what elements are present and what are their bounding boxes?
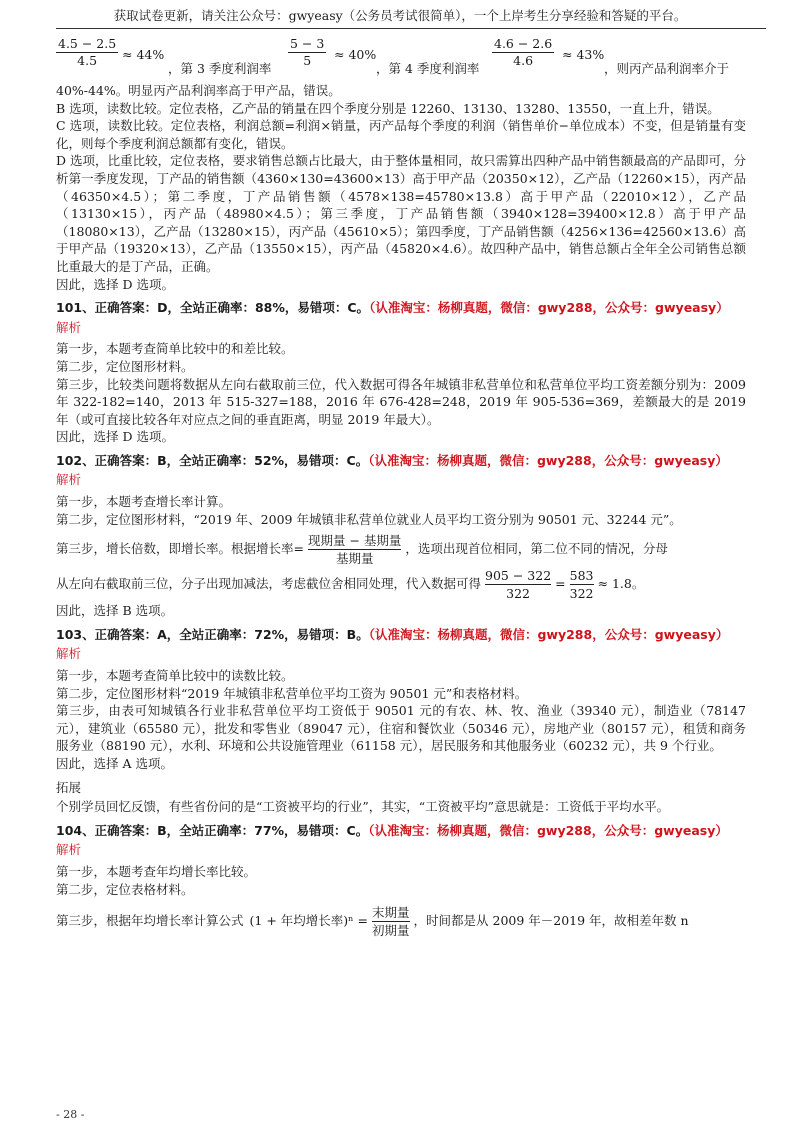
step-2: 第二步，定位表格材料。 — [56, 881, 194, 897]
step-1: 第一步，本题考查增长率计算。 — [56, 494, 232, 510]
step-1: 第一步，本题考查简单比较中的和差比较。 — [56, 341, 294, 357]
profit-conclusion: 40%-44%。明显丙产品利润率高于甲产品，错误。 — [56, 83, 341, 98]
option-b-analysis: B 选项，读数比较。定位表格，乙产品的销量在四个季度分别是 12260、13130、13280、13550，一直上升，错误。 — [56, 100, 720, 116]
question-101-header: 101、正确答案：D，全站正确率：88%，易错项：C。（认准淘宝：杨柳真题，微信：gwy288，公众号：gwyeasy） — [56, 300, 729, 316]
growth-rate-formula: $\frac{\text{现期量 − 基期量}}{\text{基期量}}$ — [307, 533, 402, 567]
analysis-label: 解析 — [56, 842, 82, 858]
answer-conclusion: 因此，选择 D 选项。 — [56, 276, 174, 292]
fraction-q4: $\frac{4.6 - 2.6}{4.6}$ — [494, 36, 553, 68]
ad-text: （认准淘宝：杨柳真题，微信：gwy288，公众号：gwyeasy） — [368, 626, 729, 642]
question-102-header: 102、正确答案：B，全站正确率：52%，易错项：C。（认准淘宝：杨柳真题，微信：gwy288，公众号：gwyeasy） — [56, 452, 728, 468]
step-1: 第一步，本题考查简单比较中的读数比较。 — [56, 668, 294, 684]
fraction-q2: $\frac{4.5 - 2.5}{4.5}$ — [58, 36, 117, 68]
step-3-formula: 第三步，增长倍数，即增长率。根据增长率= $\frac{\text{现期量 − 基期量}}{\text{基期量}}$ ，选项出现首位相同，第二位不同的情况，分母 — [56, 533, 668, 567]
answer-conclusion: 因此，选择 B 选项。 — [56, 603, 174, 619]
step-3: 第三步，由表可知城镇各行业非私营单位平均工资低于 90501 元的有农、林、牧、渔业（39340 元），制造业（78147 元），建筑业（65580 元），批发和零售业（89047 元），住宿和餐饮业（50346 元），房地产业（80157 元），租赁和商务服务业（88190 元），水利、环境和公共设施管理业（61158 元），居民服务和其他服务业（60232 元），共 9 个行业。 — [56, 703, 746, 754]
extension-label: 拓展 — [56, 779, 82, 795]
ad-text: （认准淘宝：杨柳真题，微信：gwy288，公众号：gwyeasy） — [369, 300, 729, 316]
analysis-label: 解析 — [56, 319, 82, 335]
fraction-calc-b: $\frac{583}{322}$ — [569, 568, 594, 602]
step-2: 第二步，定位图形材料。 — [56, 358, 194, 374]
main-content — [56, 30, 746, 939]
step-2: 第二步，定位图形材料，“2019 年、2009 年城镇非私营单位就业人员平均工资分别为 90501 元、32244 元”。 — [56, 511, 682, 527]
page-header: 获取试卷更新，请关注公众号：gwyeasy（公务员考试很简单），一个上岸考生分享经验和答疑的平台。 — [113, 8, 687, 23]
option-d-analysis: D 选项，比重比较，定位表格，要求销售总额占比最大，由于整体量相同，故只需算出四种产品中销售额最高的产品即可，分析第一季度发现，丁产品的销售额（4360×130=43600×13）高于甲产品（20350×12），乙产品（12260×15），丙产品（46350×4.5）；第二季度，丁产品销售额（4578×138=45780×13.8）高于甲产品（22010×12），乙产品（13130×15），丙产品（48980×4.5）；第三季度，丁产品销售额（3940×128=39400×12.8）高于甲产品（18080×13），乙产品（13280×15），丙产品（45610×5）；第四季度，丁产品销售额（4256×136=42560×13.6）高于甲产品（19320×13），乙产品（13550×15），丙产品（45820×4.6）。故四种产品中，销售总额占全年全公司销售总额比重最大的是丁产品，正确。 — [56, 153, 746, 274]
step-2: 第二步，定位图形材料“2019 年城镇非私营单位平均工资为 90501 元”和表格材料。 — [56, 685, 528, 701]
step-3: 第三步，比较类问题将数据从左向右截取前三位，代入数据可得各年城镇非私营单位和私营单位平均工资差额分别为：2009 年 322-182=140，2013 年 515-327=188，2016 年 676-428=248，2019 年 905-536=369，差额最大的是 2019 年（或可直接比较各年对应点之间的垂直距离，明显 2019 年最大）。 — [56, 376, 746, 427]
question-103-header: 103、正确答案：A，全站正确率：72%，易错项：B。（认准淘宝：杨柳真题，微信：gwy288，公众号：gwyeasy） — [56, 626, 729, 642]
step-3-calc: 从左向右截取前三位，分子出现加减法，考虑截位舍相同处理，代入数据可得 $\frac{905 - 322}{322}$ = $\frac{583}{322}$ ≈ 1.8。 — [56, 568, 645, 602]
ad-text: （认准淘宝：杨柳真题，微信：gwy288，公众号：gwyeasy） — [368, 452, 728, 468]
option-c-analysis: C 选项，读数比较。定位表格，利润总额=利润×销量，丙产品每个季度的利润（销售单价−单位成本）不变，但是销量有变化，则每个季度利润总额都有变化，错误。 — [56, 118, 746, 151]
header-divider — [56, 28, 766, 29]
question-104-header: 104、正确答案：B，全站正确率：77%，易错项：C。（认准淘宝：杨柳真题，微信：gwy288，公众号：gwyeasy） — [56, 822, 728, 838]
fraction-calc-a: $\frac{905 - 322}{322}$ — [485, 568, 552, 602]
annual-growth-formula: $\frac{\text{末期量}}{\text{初期量}}$ — [372, 905, 410, 939]
answer-conclusion: 因此，选择 A 选项。 — [56, 756, 173, 771]
profit-rate-fractions: $\frac{4.5 - 2.5}{4.5}$ ≈ 44% ，第 3 季度利润率 $\frac{5 - 3}{5}$ ≈ 40% ，第 4 季度利润率 $\frac{4.6 - 2.6}{4.6}$ ≈ 43% ，则丙产品利润率介于 — [58, 36, 730, 76]
answer-conclusion: 因此，选择 D 选项。 — [56, 429, 174, 445]
fraction-q3: $\frac{5 - 3}{5}$ — [290, 36, 325, 68]
analysis-label: 解析 — [56, 472, 82, 488]
ad-text: （认准淘宝：杨柳真题，微信：gwy288，公众号：gwyeasy） — [368, 822, 728, 838]
extension-text: 个别学员回忆反馈，有些省份问的是“工资被平均的行业”，其实，“工资被平均”意思就是：工资低于平均水平。 — [56, 799, 670, 815]
step-1: 第一步，本题考查年均增长率比较。 — [56, 863, 257, 879]
step-3-formula: 第三步，根据年均增长率计算公式 (1 + 年均增长率)ⁿ = $\frac{\text{末期量}}{\text{初期量}}$ ，时间都是从 2009 年－2019 年，故相差年数 n — [56, 905, 689, 939]
page-number: - 28 - — [56, 1108, 85, 1121]
analysis-label: 解析 — [56, 646, 82, 662]
